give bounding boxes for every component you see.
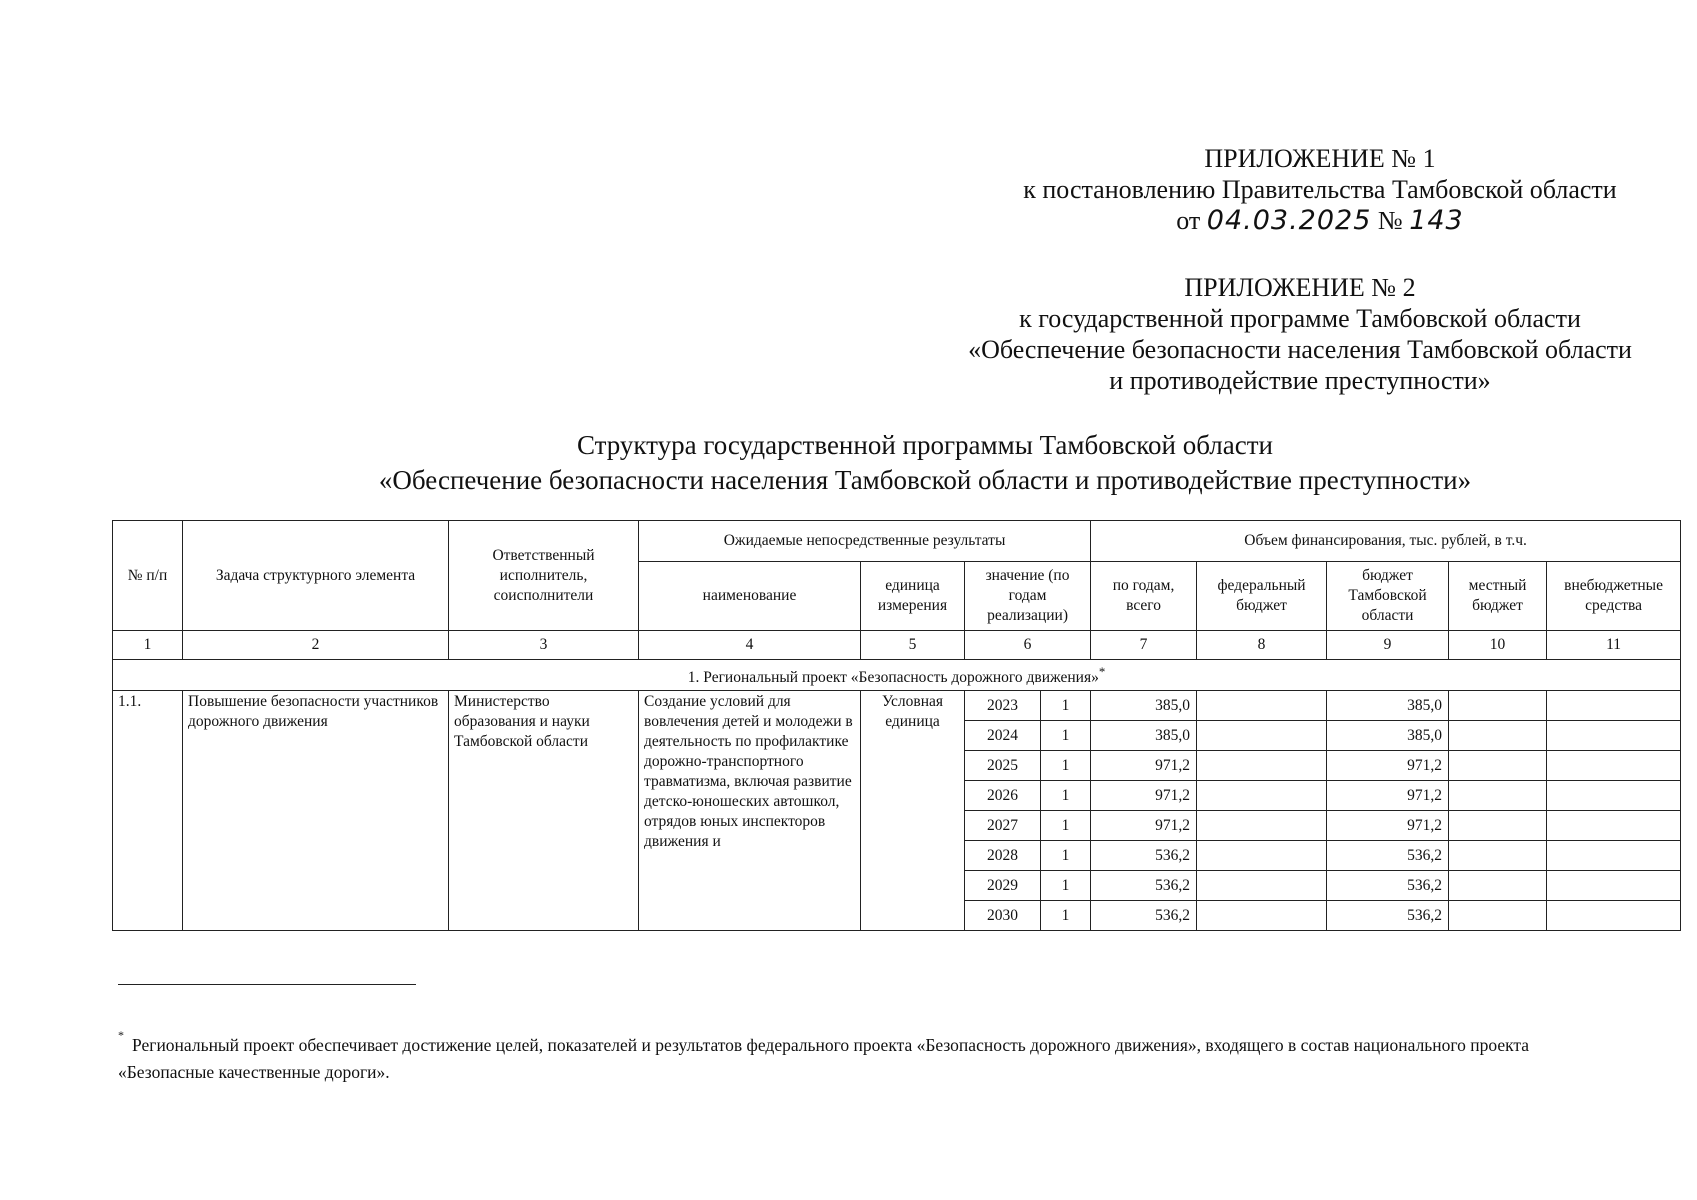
total-cell: 536,2 (1091, 901, 1197, 931)
row-task: Повышение безопасности участников дорожного движения (183, 691, 449, 931)
program-structure-table (112, 520, 1681, 931)
footnote-divider (118, 984, 416, 985)
year-cell: 2025 (965, 751, 1041, 781)
regional-cell: 385,0 (1327, 721, 1449, 751)
section-row (113, 660, 1681, 691)
appendix-1-header (990, 143, 1650, 236)
column-index: 8 (1197, 631, 1327, 660)
value-cell: 1 (1041, 721, 1091, 751)
header-num: № п/п (113, 521, 183, 631)
section-footnote-mark: * (1098, 664, 1106, 679)
extra-cell (1547, 691, 1681, 721)
column-index: 9 (1327, 631, 1449, 660)
header-finance-group: Объем финансирования, тыс. рублей, в т.ч. (1091, 521, 1681, 562)
column-index: 3 (449, 631, 639, 660)
total-cell: 536,2 (1091, 871, 1197, 901)
federal-cell (1197, 691, 1327, 721)
local-cell (1449, 691, 1547, 721)
year-cell: 2026 (965, 781, 1041, 811)
extra-cell (1547, 721, 1681, 751)
header-unit: единица измерения (861, 562, 965, 631)
federal-cell (1197, 811, 1327, 841)
document-title (200, 428, 1650, 498)
value-cell: 1 (1041, 901, 1091, 931)
column-index: 11 (1547, 631, 1681, 660)
total-cell: 971,2 (1091, 811, 1197, 841)
federal-cell (1197, 751, 1327, 781)
footnote-mark: * (118, 1028, 124, 1042)
regional-cell: 536,2 (1327, 841, 1449, 871)
date-prefix: от (1176, 206, 1201, 235)
year-cell: 2024 (965, 721, 1041, 751)
total-cell: 971,2 (1091, 781, 1197, 811)
appendix-2-header (930, 272, 1670, 396)
extra-cell (1547, 901, 1681, 931)
document-title-line-2: «Обеспечение безопасности населения Тамбовской области и противодействие преступности» (378, 465, 1472, 495)
column-index: 5 (861, 631, 965, 660)
header-value: значение (по годам реализации) (965, 562, 1091, 631)
federal-cell (1197, 781, 1327, 811)
value-cell: 1 (1041, 841, 1091, 871)
local-cell (1449, 841, 1547, 871)
appendix-1-date-line (990, 205, 1650, 236)
handwritten-date: 04.03.2025 (1206, 205, 1372, 236)
extra-cell (1547, 811, 1681, 841)
header-regional: бюджет Тамбовской области (1327, 562, 1449, 631)
column-index: 10 (1449, 631, 1547, 660)
header-federal: федеральный бюджет (1197, 562, 1327, 631)
federal-cell (1197, 901, 1327, 931)
appendix-1-title: ПРИЛОЖЕНИЕ № 1 (1204, 144, 1436, 173)
header-task: Задача структурного элемента (183, 521, 449, 631)
regional-cell: 971,2 (1327, 781, 1449, 811)
footnote-text: Региональный проект обеспечивает достижение целей, показателей и результатов федерального проекта «Безопасность дорожного движения», входящего в состав национального проекта «Безопасные качественные дороги». (118, 1035, 1530, 1082)
year-cell: 2023 (965, 691, 1041, 721)
column-index: 6 (965, 631, 1091, 660)
total-cell: 385,0 (1091, 721, 1197, 751)
appendix-1-line: к постановлению Правительства Тамбовской области (1023, 175, 1617, 204)
appendix-2-line-2: «Обеспечение безопасности населения Тамбовской области (968, 335, 1632, 364)
value-cell: 1 (1041, 691, 1091, 721)
row-number: 1.1. (113, 691, 183, 931)
section-title-text: 1. Региональный проект «Безопасность дорожного движения» (687, 669, 1099, 687)
extra-cell (1547, 841, 1681, 871)
year-cell: 2030 (965, 901, 1041, 931)
column-index: 7 (1091, 631, 1197, 660)
total-cell: 536,2 (1091, 841, 1197, 871)
local-cell (1449, 721, 1547, 751)
appendix-2-title: ПРИЛОЖЕНИЕ № 2 (1184, 273, 1416, 302)
column-index: 2 (183, 631, 449, 660)
header-local: местный бюджет (1449, 562, 1547, 631)
appendix-2-line-3: и противодействие преступности» (1109, 366, 1491, 395)
regional-cell: 971,2 (1327, 751, 1449, 781)
total-cell: 971,2 (1091, 751, 1197, 781)
local-cell (1449, 751, 1547, 781)
total-cell: 385,0 (1091, 691, 1197, 721)
federal-cell (1197, 871, 1327, 901)
column-index-row (113, 631, 1681, 660)
local-cell (1449, 811, 1547, 841)
table-row (113, 691, 1681, 721)
regional-cell: 385,0 (1327, 691, 1449, 721)
footnote (118, 1022, 1588, 1086)
row-unit: Условная единица (861, 691, 965, 931)
header-row-1 (113, 521, 1681, 562)
section-title (113, 660, 1681, 691)
year-cell: 2027 (965, 811, 1041, 841)
handwritten-number: 143 (1409, 205, 1464, 236)
regional-cell: 536,2 (1327, 901, 1449, 931)
federal-cell (1197, 841, 1327, 871)
column-index: 1 (113, 631, 183, 660)
header-total: по годам, всего (1091, 562, 1197, 631)
regional-cell: 536,2 (1327, 871, 1449, 901)
row-result-name: Создание условий для вовлечения детей и молодежи в деятельность по профилактике дорожно-транспортного травматизма, включая развитие детско-юношеских автошкол, отрядов юных инспекторов движения и (639, 691, 861, 931)
document-title-line-1: Структура государственной программы Тамбовской области (576, 430, 1273, 460)
extra-cell (1547, 871, 1681, 901)
column-index: 4 (639, 631, 861, 660)
year-cell: 2028 (965, 841, 1041, 871)
header-results-group: Ожидаемые непосредственные результаты (639, 521, 1091, 562)
header-executor: Ответственный исполнитель, соисполнители (449, 521, 639, 631)
appendix-2-line-1: к государственной программе Тамбовской области (1019, 304, 1581, 333)
value-cell: 1 (1041, 751, 1091, 781)
regional-cell: 971,2 (1327, 811, 1449, 841)
header-extra: внебюджетные средства (1547, 562, 1681, 631)
local-cell (1449, 901, 1547, 931)
local-cell (1449, 781, 1547, 811)
year-cell: 2029 (965, 871, 1041, 901)
local-cell (1449, 871, 1547, 901)
value-cell: 1 (1041, 781, 1091, 811)
value-cell: 1 (1041, 811, 1091, 841)
value-cell: 1 (1041, 871, 1091, 901)
extra-cell (1547, 781, 1681, 811)
extra-cell (1547, 751, 1681, 781)
number-prefix: № (1377, 206, 1403, 235)
federal-cell (1197, 721, 1327, 751)
header-result-name: наименование (639, 562, 861, 631)
row-executor: Министерство образования и науки Тамбовской области (449, 691, 639, 931)
